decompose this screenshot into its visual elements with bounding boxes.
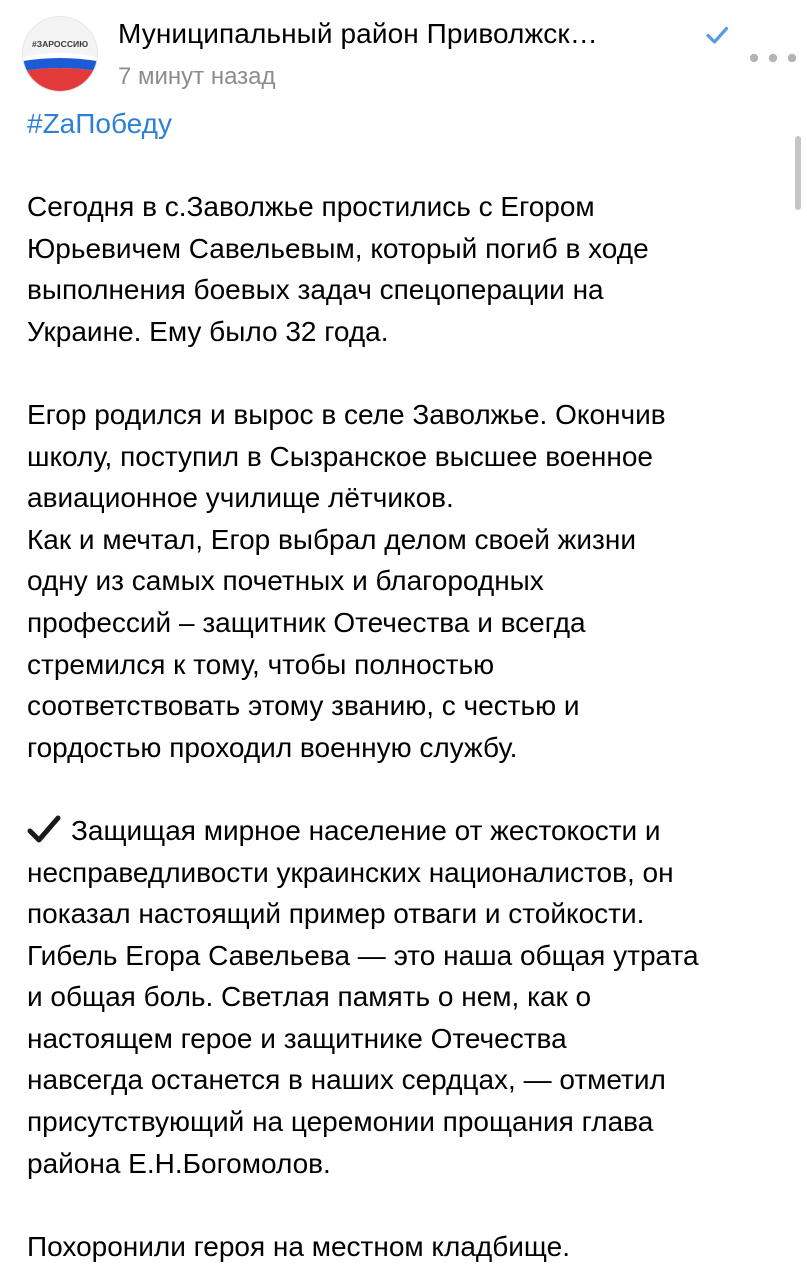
avatar-label: #ЗАРОССИЮ bbox=[31, 39, 89, 49]
more-dots-icon[interactable] bbox=[744, 44, 802, 72]
paragraph-3: Как и мечтал, Егор выбрал делом своей жизни одну из самых почетных и благородных профессий – защитник Отечества и всегда стремился к тому, чтобы полностью соответствовать этому званию, с честью и гордостью проходил военную службу. bbox=[27, 523, 636, 763]
author-name[interactable]: Муниципальный район Приволжск… bbox=[118, 18, 598, 49]
heavy-check-mark-icon bbox=[27, 814, 61, 844]
paragraph-5: Похоронили героя на местном кладбище. bbox=[27, 1230, 570, 1262]
verified-check-icon bbox=[704, 22, 730, 48]
flag-avatar-icon bbox=[23, 17, 97, 91]
post-time[interactable]: 7 минут назад bbox=[118, 63, 276, 90]
paragraph-2: Егор родился и вырос в селе Заволжье. Окончив школу, поступил в Сызранское высшее военное авиационное училище лётчиков. bbox=[27, 398, 666, 514]
paragraph-4-text: Защищая мирное население от жестокости и несправедливости украинских националистов, он показал настоящий пример отваги и стойкости. Гибель Егора Савельева — это наша общая утрата и общая боль. Светлая память о нем, как о настоящем герое и защитнике Отечества навсегда останется в наших сердцах, — отметил присутствующий на церемонии прощания глава района Е.Н.Богомолов. bbox=[27, 814, 699, 1179]
paragraph-4 bbox=[27, 810, 787, 1184]
avatar[interactable] bbox=[22, 16, 98, 92]
paragraph-1: Сегодня в с.Заволжье простились с Егором Юрьевичем Савельевым, который погиб в ходе выполнения боевых задач спецоперации на Украине. Ему было 32 года. bbox=[27, 191, 649, 347]
post-text bbox=[27, 186, 787, 1267]
post-header bbox=[22, 14, 792, 90]
scrollbar[interactable] bbox=[795, 136, 801, 210]
hashtag-link[interactable]: #ZaПобеду bbox=[27, 108, 172, 139]
